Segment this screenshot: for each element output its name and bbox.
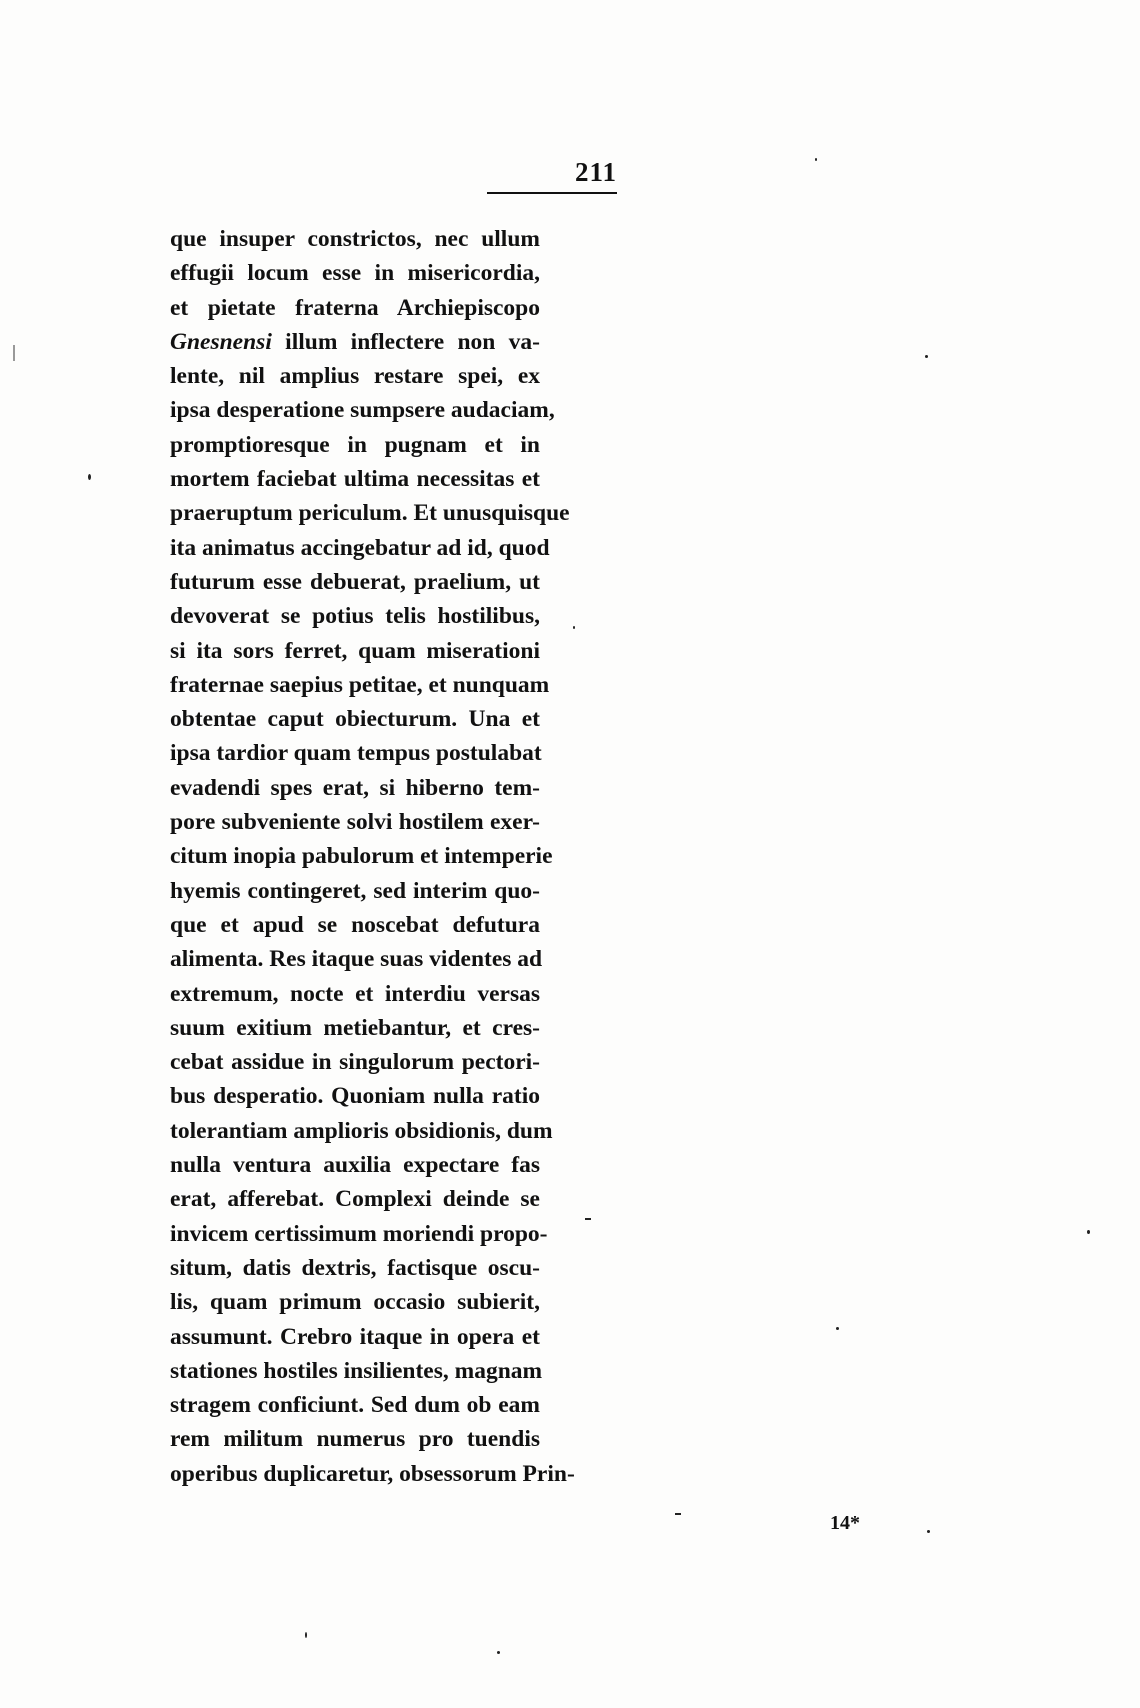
text-line: alimenta. Res itaque suas videntes ad xyxy=(170,946,543,973)
scan-speck xyxy=(815,158,817,161)
scan-speck xyxy=(13,345,15,361)
text-line: lis, quam primum occasio subierit, xyxy=(170,1289,540,1316)
text-line: invicem certissimum moriendi propo- xyxy=(170,1220,548,1247)
scan-speck xyxy=(305,1632,307,1638)
text-line: que et apud se noscebat defutura xyxy=(170,911,540,938)
scan-speck xyxy=(836,1327,839,1330)
text-line: hyemis contingeret, sed interim quo- xyxy=(170,877,540,904)
text-line: effugii locum esse in misericordia, xyxy=(170,260,540,287)
text-line: assumunt. Crebro itaque in opera et xyxy=(170,1323,540,1350)
text-line xyxy=(170,325,540,359)
scan-speck xyxy=(573,626,575,629)
signature-mark: 14* xyxy=(830,1512,860,1534)
text-line: futurum esse debuerat, praelium, ut xyxy=(170,568,540,595)
scan-speck xyxy=(497,1651,500,1654)
text-line: tolerantiam amplioris obsidionis, dum xyxy=(170,1117,553,1144)
text-line: bus desperatio. Quoniam nulla ratio xyxy=(170,1083,540,1110)
text-line: obtentae caput obiecturum. Una et xyxy=(170,706,540,733)
text-line: pore subveniente solvi hostilem exer- xyxy=(170,809,540,836)
page-number: 211 xyxy=(574,157,617,187)
text-line: promptioresque in pugnam et in xyxy=(170,431,540,458)
scan-speck xyxy=(585,1218,591,1220)
text-line: operibus duplicaretur, obsessorum Prin- xyxy=(170,1460,575,1487)
text-line: rem militum numerus pro tuendis xyxy=(170,1426,540,1453)
text-line: nulla ventura auxilia expectare fas xyxy=(170,1152,540,1179)
text-line: citum inopia pabulorum et intemperie xyxy=(170,843,553,870)
scan-speck xyxy=(675,1513,681,1515)
text-line: stationes hostiles insilientes, magnam xyxy=(170,1357,543,1384)
body-text xyxy=(170,222,575,1491)
line-rest: illum inflectere non va- xyxy=(271,328,540,355)
italic-place-name: Gnesnensi xyxy=(170,328,272,355)
text-line: extremum, nocte et interdiu versas xyxy=(170,980,540,1007)
text-line: suum exitium metiebantur, et cres- xyxy=(170,1014,540,1041)
scan-speck xyxy=(925,355,928,358)
text-line: mortem faciebat ultima necessitas et xyxy=(170,466,540,493)
text-line: si ita sors ferret, quam miserationi xyxy=(170,637,540,664)
text-line: cebat assidue in singulorum pectori- xyxy=(170,1049,540,1076)
text-line: fraternae saepius petitae, et nunquam xyxy=(170,671,550,698)
text-line: situm, datis dextris, factisque oscu- xyxy=(170,1254,540,1281)
text-line: devoverat se potius telis hostilibus, xyxy=(170,603,540,630)
text-line: et pietate fraterna Archiepiscopo xyxy=(170,294,540,321)
header-rule xyxy=(487,192,617,194)
scan-speck xyxy=(88,474,91,480)
text-line: praeruptum periculum. Et unusquisque xyxy=(170,500,570,527)
text-line: stragem conficiunt. Sed dum ob eam xyxy=(170,1392,540,1419)
scan-speck xyxy=(927,1530,930,1533)
text-line: evadendi spes erat, si hiberno tem- xyxy=(170,774,540,801)
text-line: ipsa tardior quam tempus postulabat xyxy=(170,740,542,767)
text-line: ita animatus accingebatur ad id, quod xyxy=(170,534,550,561)
text-line: ipsa desperatione sumpsere audaciam, xyxy=(170,397,555,424)
text-line: lente, nil amplius restare spei, ex xyxy=(170,363,540,390)
text-line: que insuper constrictos, nec ullum xyxy=(170,226,540,252)
text-line: erat, afferebat. Complexi deinde se xyxy=(170,1186,540,1213)
scan-speck xyxy=(1087,1230,1090,1234)
